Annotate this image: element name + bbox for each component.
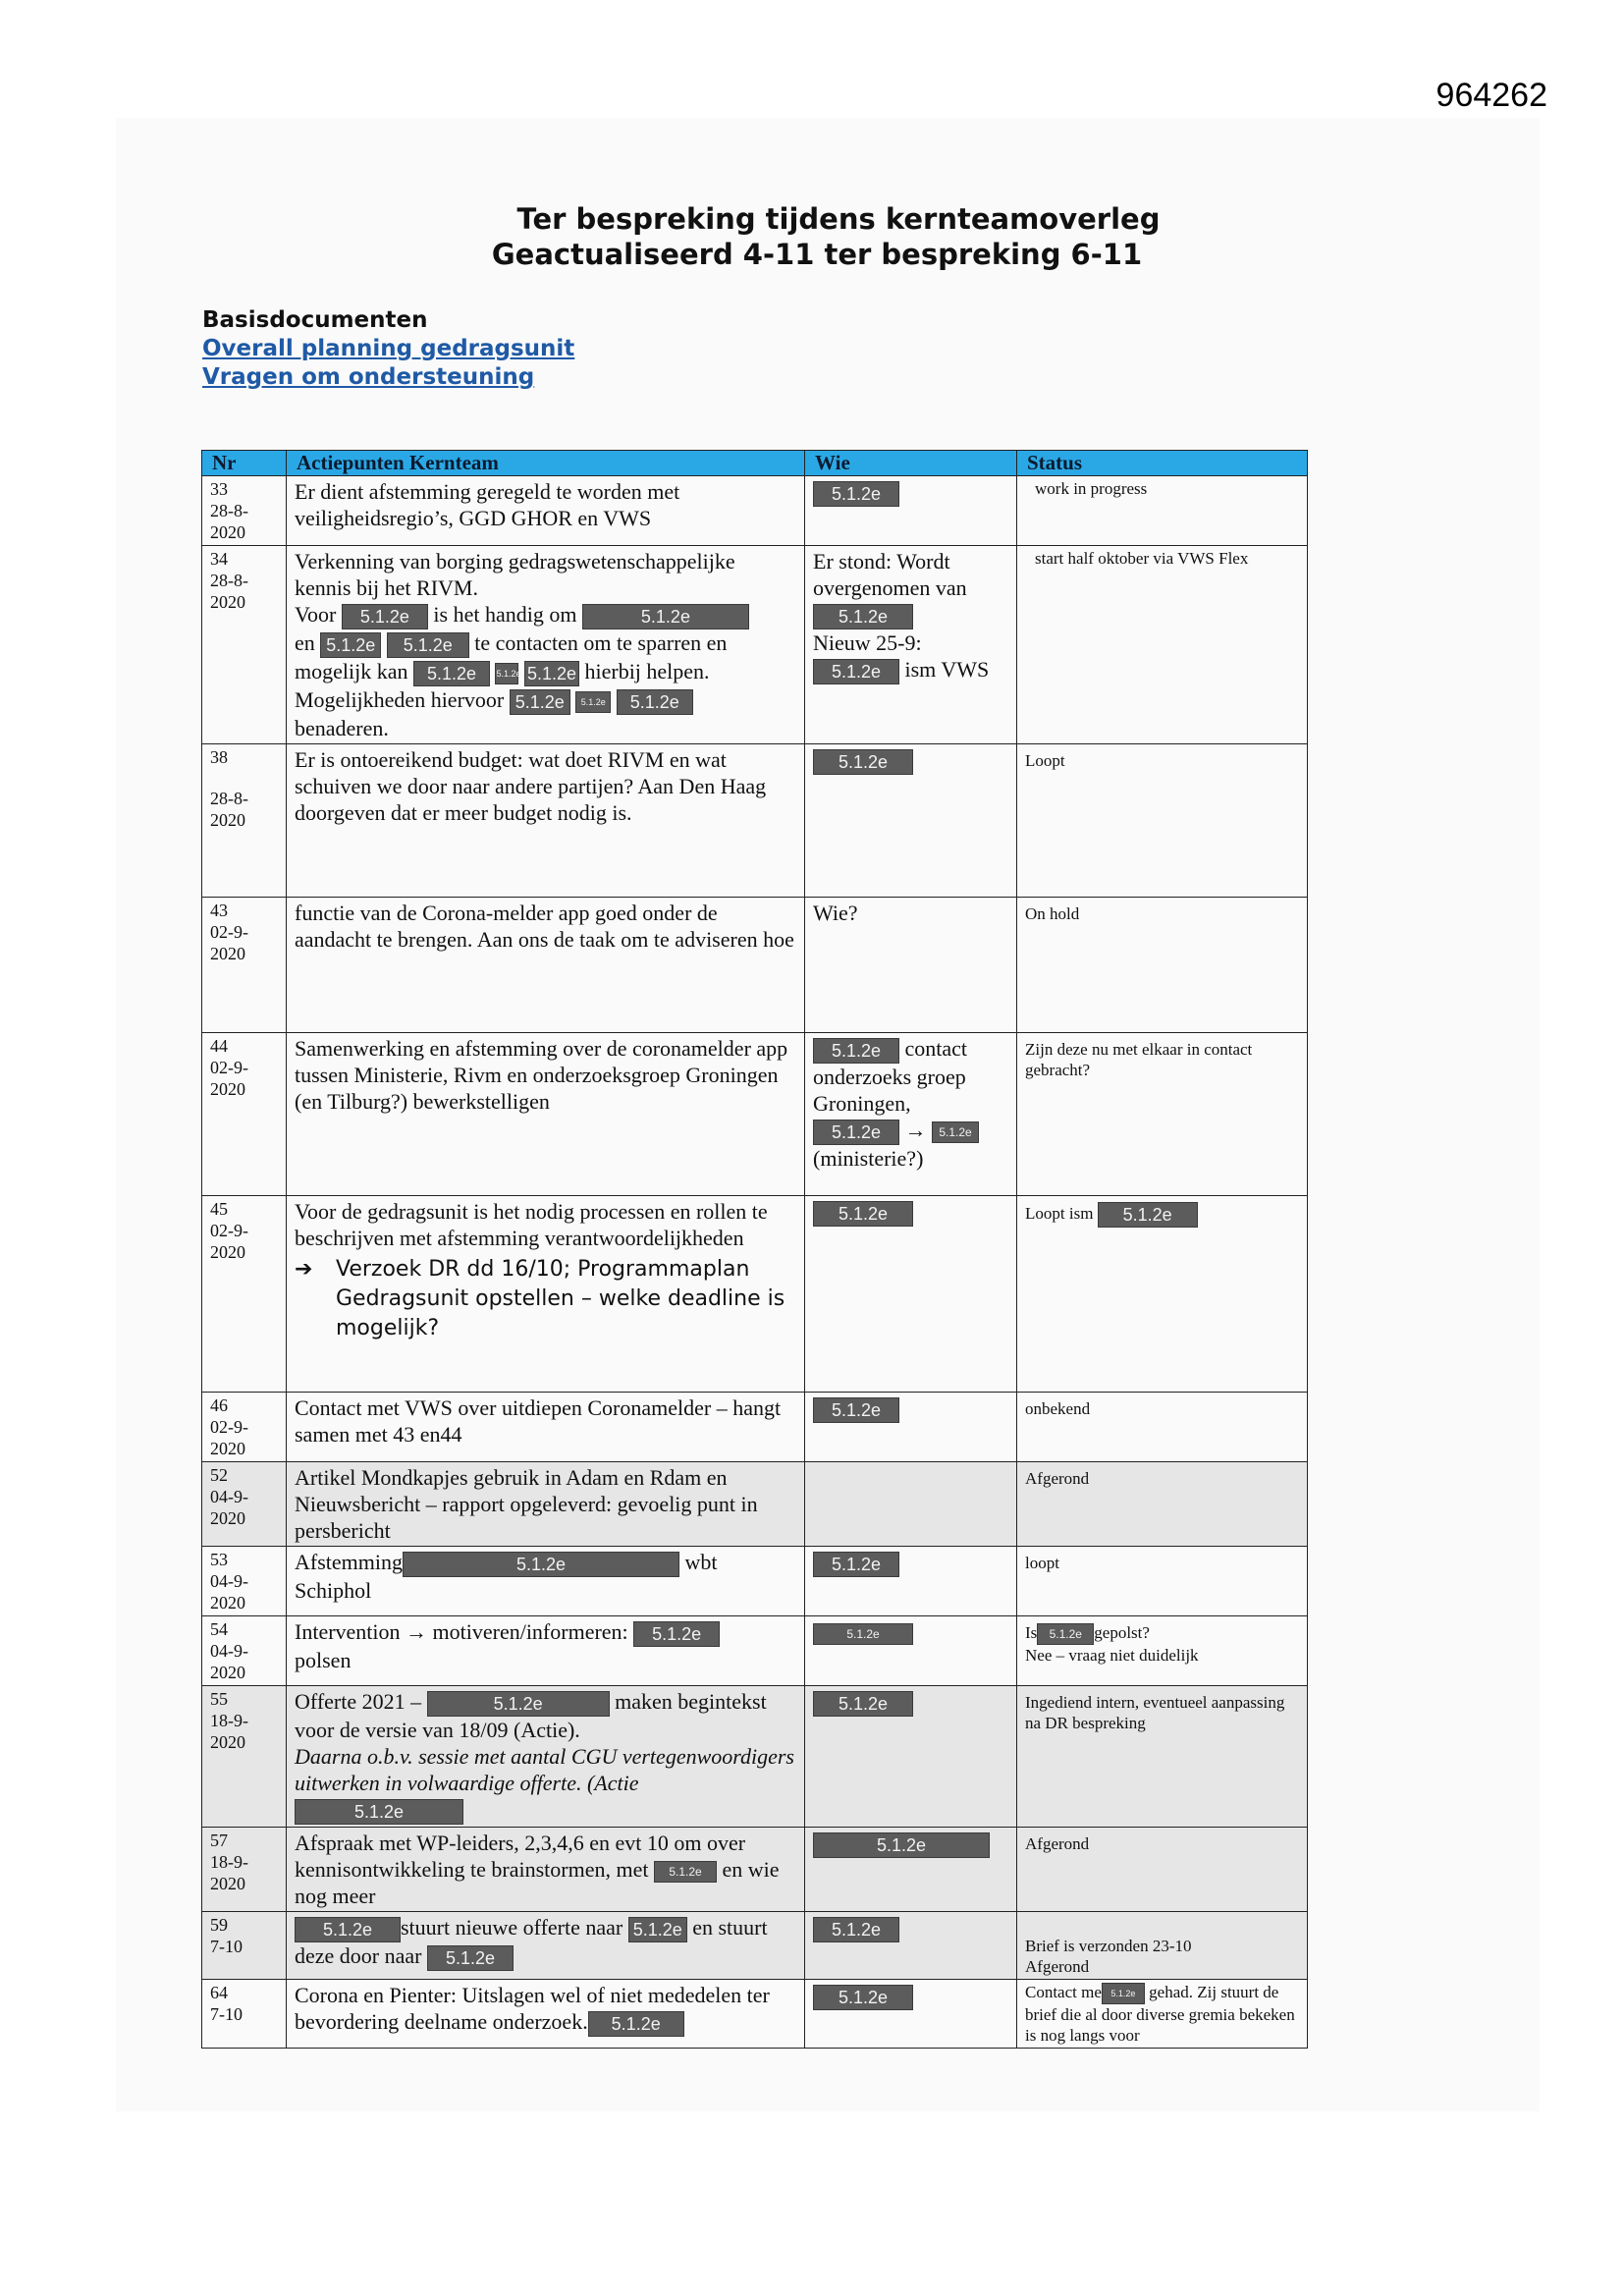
redaction-box: 5.1.2e: [813, 1201, 913, 1227]
redaction-box: 5.1.2e: [588, 2011, 684, 2037]
item-nr: 44: [210, 1035, 228, 1056]
status-text-part: gehad. Zij stuurt de brief die al door diverse gremia bekeken is nog langs voor: [1025, 1982, 1295, 2045]
status-text-part: Brief is verzonden 23-10: [1025, 1936, 1192, 1955]
action-text-part: is het handig om: [433, 602, 577, 627]
item-year: 2020: [210, 1662, 245, 1682]
table-row: [202, 1685, 1308, 1827]
redaction-box: 5.1.2e: [387, 632, 469, 658]
status-text: Zijn deze nu met elkaar in contact gebracht?: [1017, 1032, 1308, 1195]
action-text-part: Voor de gedragsunit is het nodig processen en rollen te beschrijven met afstemming verantwoordelijkheden: [295, 1198, 768, 1250]
responsible: [805, 1392, 1017, 1461]
responsible-text: contact onderzoeks groep Groningen,: [813, 1035, 968, 1116]
item-nr: 59: [210, 1914, 228, 1935]
table-header-row: [202, 451, 1308, 476]
row-number: [202, 1827, 287, 1911]
action-text-part: polsen: [295, 1647, 352, 1672]
item-date: 04-9-: [210, 1640, 248, 1661]
action-text: [287, 1615, 805, 1685]
action-text-part: Daarna o.b.v. sessie met aantal CGU vertegenwoordigers uitwerken in volwaardige offerte. (Actie: [295, 1743, 794, 1795]
redaction-box: 5.1.2e: [813, 1552, 899, 1577]
action-text-part: Intervention → motiveren/informeren:: [295, 1618, 628, 1644]
responsible: Wie?: [805, 897, 1017, 1032]
redaction-box: 5.1.2e: [813, 659, 899, 684]
row-number: [202, 1685, 287, 1827]
item-date: 02-9-: [210, 1057, 248, 1077]
redaction-box: 5.1.2e: [813, 1832, 990, 1858]
item-year: 2020: [210, 522, 245, 542]
item-year: 2020: [210, 1241, 245, 1262]
item-year: 2020: [210, 1873, 245, 1893]
redaction-box: 5.1.2e: [813, 1985, 913, 2010]
action-items-table: [201, 450, 1308, 2049]
row-number: [202, 1392, 287, 1461]
redaction-box: 5.1.2e: [813, 1917, 899, 1942]
responsible: [805, 1911, 1017, 1979]
status-text-part: Nee – vraag niet duidelijk: [1025, 1645, 1199, 1665]
item-nr: 38: [210, 746, 228, 767]
row-number: [202, 546, 287, 744]
status-text: Afgerond: [1017, 1827, 1308, 1911]
item-year: 2020: [210, 1507, 245, 1528]
status-text: Ingediend intern, eventueel aanpassing na DR bespreking: [1017, 1685, 1308, 1827]
document-title: [0, 201, 1624, 272]
action-text-part: te contacten om te sparren en mogelijk kan: [295, 629, 728, 683]
status-text: start half oktober via VWS Flex: [1017, 546, 1308, 744]
responsible: [805, 1195, 1017, 1392]
item-year: 2020: [210, 1592, 245, 1613]
item-nr: 53: [210, 1549, 228, 1569]
status-text: [1017, 1195, 1308, 1392]
action-text: Er dient afstemming geregeld te worden met veiligheidsregio’s, GGD GHOR en VWS: [287, 476, 805, 546]
link-vragen-ondersteuning[interactable]: Vragen om ondersteuning: [202, 364, 535, 390]
row-number: [202, 476, 287, 546]
status-text: loopt: [1017, 1546, 1308, 1615]
row-number: [202, 743, 287, 897]
responsible-text: (ministerie?): [813, 1145, 924, 1171]
action-text-part: Afstemming: [295, 1549, 403, 1574]
responsible: [805, 476, 1017, 546]
item-nr: 45: [210, 1198, 228, 1219]
redaction-box: 5.1.2e: [524, 661, 579, 686]
redaction-box: 5.1.2e: [813, 604, 913, 629]
action-text: [287, 546, 805, 744]
redaction-box: 5.1.2e: [320, 632, 381, 658]
row-number: [202, 1032, 287, 1195]
header-nr: Nr: [202, 451, 287, 476]
action-text: Er is ontoereikend budget: wat doet RIVM en wat schuiven we door naar andere partijen? Aan Den Haag doorgeven dat er meer budget nodig is.: [287, 743, 805, 897]
action-text-part: maken begintekst voor de versie van 18/09 (Actie).: [295, 1688, 767, 1742]
header-status: Status: [1017, 451, 1308, 476]
table-row: [202, 476, 1308, 546]
responsible: [805, 1032, 1017, 1195]
item-nr: 52: [210, 1464, 228, 1485]
redaction-box-small: 5.1.2e: [575, 691, 611, 713]
action-text-part: Afspraak met WP-leiders, 2,3,4,6 en evt 10 om over kennisontwikkeling te brainstormen, met: [295, 1830, 746, 1882]
redaction-box-small: 5.1.2e: [1102, 1983, 1145, 2004]
item-date: 28-8-: [210, 788, 248, 808]
basis-documents: [202, 306, 574, 392]
table-row: [202, 1195, 1308, 1392]
table-row: [202, 1032, 1308, 1195]
action-text-part: Verkenning van borging gedragswetenschappelijke kennis bij het RIVM.: [295, 549, 735, 600]
arrow-right-icon: →: [904, 1117, 927, 1142]
item-date: 04-9-: [210, 1486, 248, 1506]
redaction-box: 5.1.2e: [813, 1623, 913, 1645]
redaction-box: 5.1.2e: [295, 1917, 401, 1942]
action-text-part: Offerte 2021 –: [295, 1688, 422, 1714]
redaction-box: 5.1.2e: [813, 481, 899, 507]
table-row: [202, 1546, 1308, 1615]
item-date: 02-9-: [210, 1220, 248, 1240]
item-nr: 55: [210, 1688, 228, 1709]
title-line-1: Ter bespreking tijdens kernteamoverleg: [516, 202, 1161, 236]
responsible: [805, 1979, 1017, 2048]
responsible: [805, 1461, 1017, 1546]
header-wie: Wie: [805, 451, 1017, 476]
arrow-bullet-icon: ➔: [295, 1256, 313, 1282]
item-date: 18-9-: [210, 1710, 248, 1730]
row-number: [202, 1195, 287, 1392]
responsible: [805, 1546, 1017, 1615]
redaction-box: 5.1.2e: [813, 1038, 899, 1064]
table-row: [202, 546, 1308, 744]
redaction-box: 5.1.2e: [628, 1917, 687, 1942]
status-text-part: Afgerond: [1025, 1956, 1090, 1976]
table-row: [202, 1392, 1308, 1461]
responsible: [805, 743, 1017, 897]
redaction-box: 5.1.2e: [413, 661, 490, 686]
action-text-part: en stuurt deze door naar: [295, 1914, 768, 1968]
redaction-box: 5.1.2e: [813, 1691, 913, 1717]
item-nr: 34: [210, 549, 228, 569]
item-date: 04-9-: [210, 1570, 248, 1591]
redaction-box: 5.1.2e: [617, 689, 693, 715]
table-row: [202, 1615, 1308, 1685]
item-year: 2020: [210, 943, 245, 963]
action-text-part: Mogelijkheden hiervoor: [295, 686, 505, 712]
item-nr: 43: [210, 900, 228, 920]
item-nr: 54: [210, 1618, 228, 1639]
item-year: 2020: [210, 1078, 245, 1099]
redaction-box: 5.1.2e: [342, 604, 428, 629]
action-text: Contact met VWS over uitdiepen Coronamelder – hangt samen met 43 en44: [287, 1392, 805, 1461]
status-text-part: gepolst?: [1094, 1622, 1150, 1642]
redaction-box: 5.1.2e: [582, 604, 749, 629]
action-text-part: hierbij helpen.: [584, 658, 710, 683]
redaction-box-small: 5.1.2e: [932, 1121, 979, 1143]
item-year: 2020: [210, 592, 245, 612]
responsible-text: Nieuw 25-9:: [813, 629, 922, 655]
action-text: Artikel Mondkapjes gebruik in Adam en Rdam en Nieuwsbericht – rapport opgeleverd: gevoelig punt in persbericht: [287, 1461, 805, 1546]
redaction-box: 5.1.2e: [427, 1945, 514, 1971]
item-year: 2020: [210, 1731, 245, 1752]
redaction-box: 5.1.2e: [813, 1397, 899, 1423]
item-date: 02-9-: [210, 1416, 248, 1437]
table-row: [202, 1979, 1308, 2048]
action-text-part: en: [295, 629, 315, 655]
item-year: 2020: [210, 809, 245, 830]
item-date: 7-10: [210, 2003, 243, 2024]
item-nr: 33: [210, 479, 228, 499]
row-number: [202, 1911, 287, 1979]
status-text: Afgerond: [1017, 1461, 1308, 1546]
row-number: [202, 1461, 287, 1546]
action-text-part: Voor: [295, 602, 337, 627]
table-row: [202, 743, 1308, 897]
status-text: [1017, 1911, 1308, 1979]
sub-action-text: Verzoek DR dd 16/10; Programmaplan Gedragsunit opstellen – welke deadline is mogelijk?: [336, 1256, 785, 1340]
table-row: [202, 1461, 1308, 1546]
status-text-part: Is: [1025, 1622, 1038, 1642]
action-text-part: stuurt nieuwe offerte naar: [401, 1914, 623, 1940]
item-date: 02-9-: [210, 921, 248, 942]
status-text-part: Loopt ism: [1025, 1203, 1094, 1223]
status-text: Loopt: [1017, 743, 1308, 897]
action-text: [287, 1685, 805, 1827]
document-number: 964262: [1435, 77, 1547, 114]
redaction-box: 5.1.2e: [813, 1120, 899, 1145]
sub-action: [295, 1255, 796, 1343]
basis-heading: Basisdocumenten: [202, 307, 428, 333]
header-actiepunten: Actiepunten Kernteam: [287, 451, 805, 476]
action-text-part: Corona en Pienter: Uitslagen wel of niet mededelen ter bevordering deelname onderzoek.: [295, 1982, 770, 2034]
action-text: functie van de Corona-melder app goed onder de aandacht te brengen. Aan ons de taak om te adviseren hoe: [287, 897, 805, 1032]
redaction-box: 5.1.2e: [633, 1621, 720, 1647]
status-text: [1017, 1979, 1308, 2048]
status-text: onbekend: [1017, 1392, 1308, 1461]
item-date: 28-8-: [210, 501, 248, 520]
action-text-part: wbt Schiphol: [295, 1549, 718, 1603]
row-number: [202, 1979, 287, 2048]
row-number: [202, 897, 287, 1032]
responsible: [805, 1615, 1017, 1685]
redaction-box-small: 5.1.2e: [654, 1861, 717, 1883]
action-text: Samenwerking en afstemming over de coronamelder app tussen Ministerie, Rivm en onderzoeksgroep Groningen (en Tilburg?) bewerkstelligen: [287, 1032, 805, 1195]
action-text: [287, 1979, 805, 2048]
responsible: [805, 1827, 1017, 1911]
redaction-box: 5.1.2e: [813, 749, 913, 775]
responsible: [805, 546, 1017, 744]
redaction-box: 5.1.2e: [295, 1799, 463, 1825]
row-number: [202, 1546, 287, 1615]
action-text: [287, 1911, 805, 1979]
responsible-text: ism VWS: [904, 656, 990, 682]
title-line-2: Geactualiseerd 4-11 ter bespreking 6-11: [491, 238, 1143, 271]
status-text: On hold: [1017, 897, 1308, 1032]
table-row: [202, 1911, 1308, 1979]
responsible-text: Er stond: Wordt overgenomen van: [813, 549, 967, 600]
redaction-box: 5.1.2e: [1098, 1202, 1198, 1228]
item-date: 7-10: [210, 1936, 243, 1956]
redaction-box-small: 5.1.2e: [495, 663, 518, 684]
item-date: 28-8-: [210, 571, 248, 590]
link-overall-planning[interactable]: Overall planning gedragsunit: [202, 336, 575, 361]
redaction-box: 5.1.2e: [427, 1691, 610, 1717]
redaction-box: 5.1.2e: [510, 689, 570, 715]
action-text: [287, 1546, 805, 1615]
responsible: [805, 1685, 1017, 1827]
redaction-box: 5.1.2e: [403, 1552, 679, 1577]
item-nr: 57: [210, 1830, 228, 1850]
row-number: [202, 1615, 287, 1685]
item-nr: 46: [210, 1394, 228, 1415]
action-text: [287, 1195, 805, 1392]
status-text: work in progress: [1017, 476, 1308, 546]
item-year: 2020: [210, 1438, 245, 1458]
redaction-box-small: 5.1.2e: [1037, 1623, 1094, 1645]
action-text: [287, 1827, 805, 1911]
table-row: [202, 1827, 1308, 1911]
item-nr: 64: [210, 1982, 228, 2002]
item-date: 18-9-: [210, 1851, 248, 1872]
action-text-part: benaderen.: [295, 715, 389, 740]
action-text-part: en wie nog meer: [295, 1856, 780, 1908]
status-text-part: Contact me: [1025, 1982, 1102, 2001]
status-text: [1017, 1615, 1308, 1685]
table-row: [202, 897, 1308, 1032]
